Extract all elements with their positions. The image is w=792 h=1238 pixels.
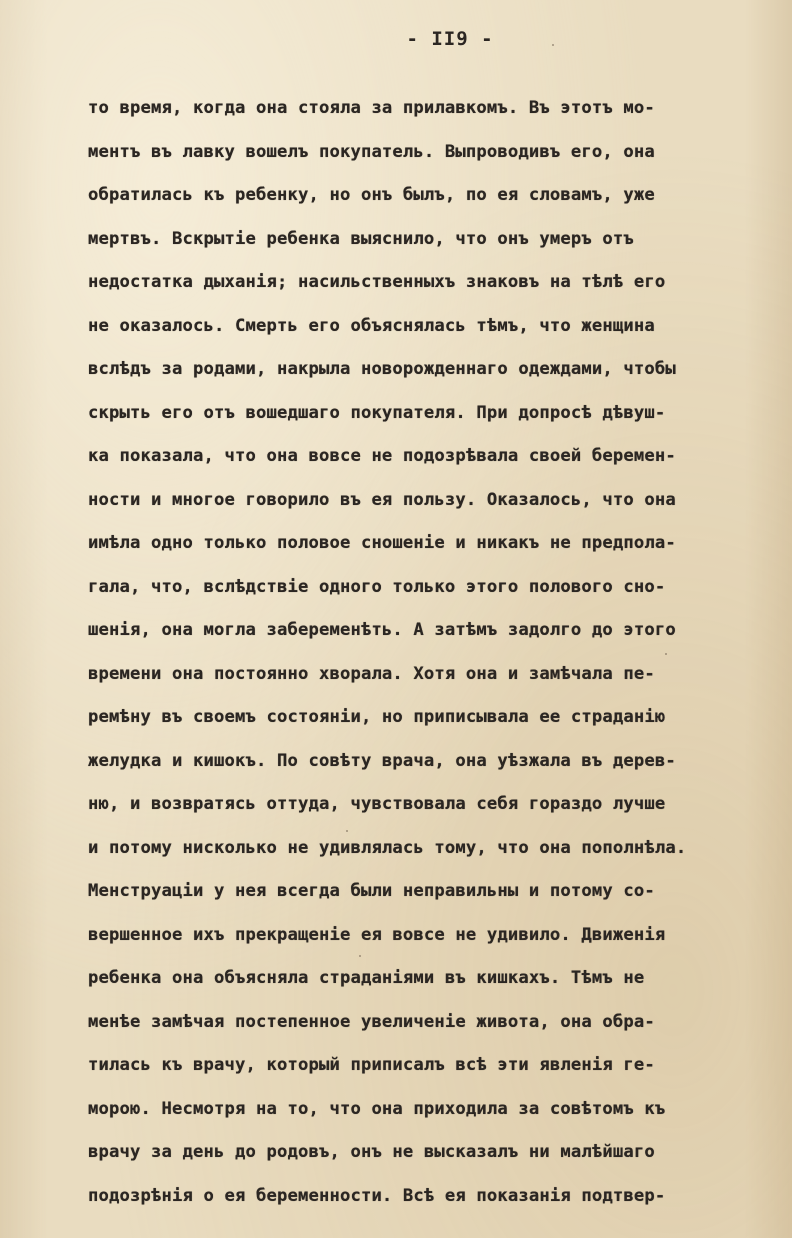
- text-line: ню, и возвратясь оттуда, чувствовала себя гораздо лучше: [88, 794, 666, 814]
- text-line: тилась къ врачу, который приписалъ всѣ эти явленія ге-: [88, 1055, 655, 1075]
- text-line: менѣе замѣчая постепенное увеличеніе живота, она обра-: [88, 1011, 655, 1032]
- text-line: желудка и кишокъ. По совѣту врача, она уѣзжала въ дерев-: [88, 750, 676, 771]
- text-line: имѣла одно только половое сношеніе и никакъ не предпола-: [88, 533, 676, 553]
- text-line: вслѣдъ за родами, накрыла новорожденнаго одеждами, чтобы: [88, 359, 676, 379]
- text-line: и потому нисколько не удивлялась тому, что она пополнѣла.: [88, 837, 687, 858]
- text-line: времени она постоянно хворала. Хотя она и замѣчала пе-: [88, 663, 655, 684]
- text-line: гала, что, вслѣдствіе одного только этого полового сно-: [88, 576, 666, 597]
- text-line: ментъ въ лавку вошелъ покупатель. Выпроводивъ его, она: [88, 141, 655, 162]
- text-line: шенія, она могла забеременѣть. А затѣмъ задолго до этого: [88, 620, 676, 640]
- text-line: ка показала, что она вовсе не подозрѣвала своей беремен-: [88, 446, 676, 466]
- paper-speck: [346, 830, 348, 832]
- text-line: недостатка дыханія; насильственныхъ знаковъ на тѣлѣ его: [88, 272, 666, 292]
- text-line: ребенка она объясняла страданіями въ кишкахъ. Тѣмъ не: [88, 968, 645, 988]
- text-line: скрыть его отъ вошедшаго покупателя. При допросѣ дѣвуш-: [88, 402, 666, 423]
- paper-speck: [665, 653, 667, 655]
- text-line: ремѣну въ своемъ состояніи, но приписывала ее страданію: [88, 707, 666, 727]
- text-line: вершенное ихъ прекращеніе ея вовсе не удивило. Движенія: [88, 924, 666, 945]
- text-line: подозрѣнія о ея беременности. Всѣ ея показанія подтвер-: [88, 1185, 666, 1206]
- text-line: не оказалось. Смерть его объяснялась тѣмъ, что женщина: [88, 315, 655, 336]
- text-line: то время, когда она стояла за прилавкомъ. Въ этотъ мо-: [88, 98, 655, 118]
- text-line: врачу за день до родовъ, онъ не высказалъ ни малѣйшаго: [88, 1142, 655, 1162]
- paper-speck: [552, 44, 554, 46]
- text-line: ности и многое говорило въ ея пользу. Оказалось, что она: [88, 489, 676, 510]
- text-line: Менструаціи у нея всегда были неправильны и потому со-: [88, 881, 655, 901]
- text-line: обратилась къ ребенку, но онъ былъ, по ея словамъ, уже: [88, 185, 655, 205]
- page-number: - II9 -: [406, 28, 494, 50]
- text-line: морою. Несмотря на то, что она приходила за совѣтомъ къ: [88, 1098, 666, 1119]
- paper-speck: [359, 955, 361, 957]
- text-line: мертвъ. Вскрытіе ребенка выяснило, что онъ умеръ отъ: [88, 228, 634, 249]
- body-text: [88, 87, 788, 1218]
